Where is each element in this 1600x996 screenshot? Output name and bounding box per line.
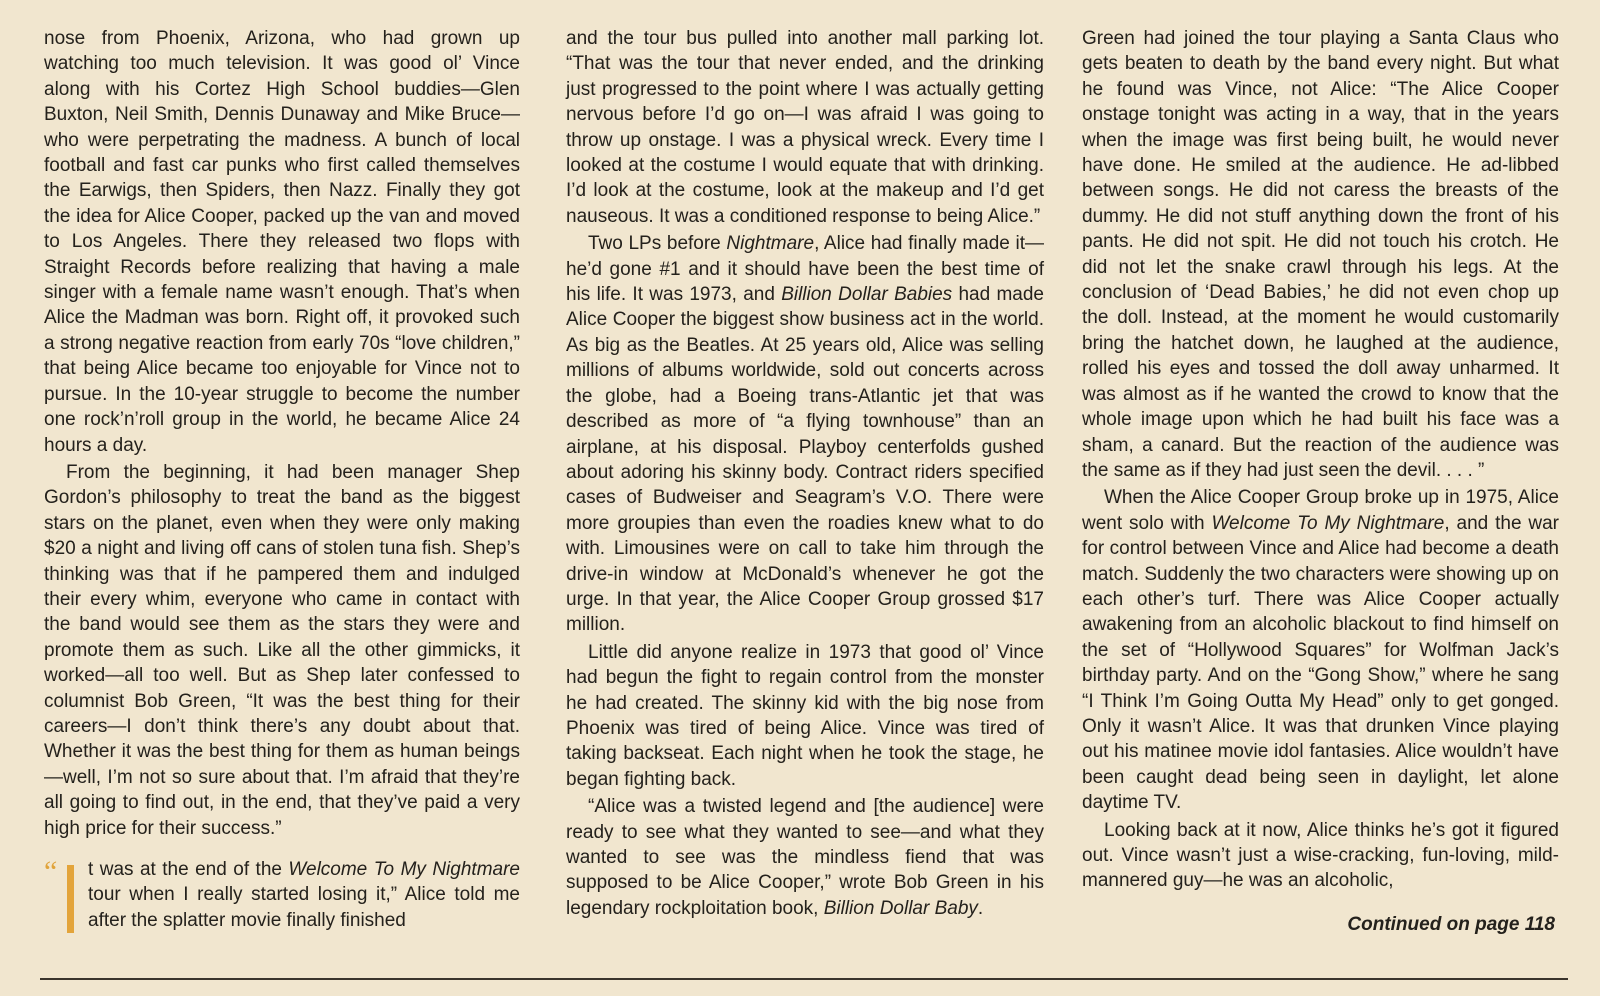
column-3 — [1082, 26, 1559, 937]
paragraph: From the beginning, it had been manager Shep Gordon’s philosophy to treat the band as the biggest stars on the planet, even when they were only making $20 a night and living off cans of stolen tuna fish. Shep’s thinking was that if he pampered them and indulged their every whim, everyone who came in contact with the band would see them as the stars they were and promote them as such. Like all the other gimmicks, it worked—all too well. But as Shep later confessed to columnist Bob Green, “It was the best thing for their careers—I don’t think there’s any doubt about that. Whether it was the best thing for them as human beings—well, I’m not so sure about that. I’m afraid that they’re all going to find out, in the end, that they’ve paid a very high price for their success.” — [44, 461, 520, 839]
paragraph: Looking back at it now, Alice thinks he’s got it figured out. Vince wasn’t just a wise-cracking, fun-loving, mild-mannered guy—he was an alcoholic, — [1082, 819, 1559, 892]
paragraph: When the Alice Cooper Group broke up in 1975, Alice went solo with Welcome To My Nightmare, and the war for control between Vince and Alice had become a death match. Suddenly the two characters were showing up on each other’s turf. There was Alice Cooper actually awakening from an alcoholic blackout to find himself on the set of “Hollywood Squares” for Wolfman Jack’s birthday party. And on the “Gong Show,” where he sang “I Think I’m Going Outta My Head” only to get gonged. Only it wasn’t Alice. It was that drunken Vince playing out his matinee movie idol fantasies. Alice wouldn’t have been caught dead being seen in daylight, let alone daytime TV. — [1082, 487, 1560, 814]
paragraph: and the tour bus pulled into another mall parking lot. “That was the tour that never ended, and the drinking just progressed to the point where I was actually getting nervous before I’d go on—I was afraid I was going to throw up onstage. I was a physical wreck. Every time I looked at the costume I would equate that with drinking. I’d look at the costume, look at the makeup and I’d get nauseous. It was a conditioned response to being Alice.” — [566, 28, 1044, 227]
paragraph: Green had joined the tour playing a Santa Claus who gets beaten to death by the band every night. But what he found was Vince, not Alice: “The Alice Cooper onstage tonight was acting in a way, that in the years when the image was first being built, he would never have done. He smiled at the audience. He ad-libbed between songs. He did not caress the breasts of the dummy. He did not stuff anything down the front of his pants. He did not spit. He did not touch his crotch. He did not let the snake crawl through his legs. At the conclusion of ‘Dead Babies,’ he did not even chop up the doll. Instead, at the moment he would customarily bring the hatchet down, he laughed at the audience, rolled his eyes and tossed the doll away unharmed. It was almost as if he wanted the crowd to know that the whole image upon which he had built his face was a sham, a canard. But the reaction of the audience was the same as if they had just seen the devil. . . . ” — [1082, 28, 1559, 481]
drop-cap-bar — [67, 865, 74, 933]
bottom-rule — [40, 978, 1568, 980]
paragraph: nose from Phoenix, Arizona, who had grown up watching too much television. It was good ol’ Vince along with his Cortez High School buddies—Glen Buxton, Neil Smith, Dennis Dunaway and Mike Bruce—who were perpetrating the madness. A bunch of local football and fast car punks who first called themselves the Earwigs, then Spiders, then Nazz. Finally they got the idea for Alice Cooper, packed up the van and moved to Los Angeles. There they released two flops with Straight Records before realizing that having a male singer with a female name wasn’t enough. That’s when Alice the Madman was born. Right off, it provoked such a strong negative reaction from early 70s “love children,” that being Alice became too enjoyable for Vince not to pursue. In the 10-year struggle to become the number one rock’n’roll group in the world, he became Alice 24 hours a day. — [44, 28, 520, 456]
column-1 — [44, 26, 520, 933]
continued-link[interactable]: Continued on page 118 — [1347, 913, 1555, 935]
paragraph: “Alice was a twisted legend and [the audience] were ready to see what they wanted to see—and what they wanted to see was the mindless fiend that was supposed to be Alice Cooper,” wrote Bob Green in his legendary rockploitation book, Billion Dollar Baby. — [566, 796, 1044, 919]
pull-quote — [44, 857, 520, 933]
paragraph: Two LPs before Nightmare, Alice had finally made it—he’d gone #1 and it should have been the best time of his life. It was 1973, and Billion Dollar Babies had made Alice Cooper the biggest show business act in the world. As big as the Beatles. At 25 years old, Alice was selling millions of albums worldwide, sold out concerts across the globe, had a Boeing trans-Atlantic jet that was described as more of “a flying townhouse” than an airplane, at his disposal. Playboy centerfolds gushed about adoring his skinny body. Contract riders specified cases of Budweiser and Seagram’s V.O. There were more groupies than even the roadies knew what to do with. Limousines were on call to take him through the drive-in window at McDonald’s whenever he got the urge. In that year, the Alice Cooper Group grossed $17 million. — [566, 233, 1044, 636]
column-2 — [566, 26, 1044, 921]
pull-quote-text: t was at the end of the Welcome To My Nightmare tour when I really started losing it,” Alice told me after the splatter movie finally finished — [88, 859, 520, 931]
quote-mark-icon: “ — [44, 855, 58, 888]
paragraph: Little did anyone realize in 1973 that good ol’ Vince had begun the fight to regain control from the monster he had created. The skinny kid with the big nose from Phoenix was tired of being Alice. Vince was tired of taking backseat. Each night when he took the stage, he began fighting back. — [566, 641, 1044, 790]
